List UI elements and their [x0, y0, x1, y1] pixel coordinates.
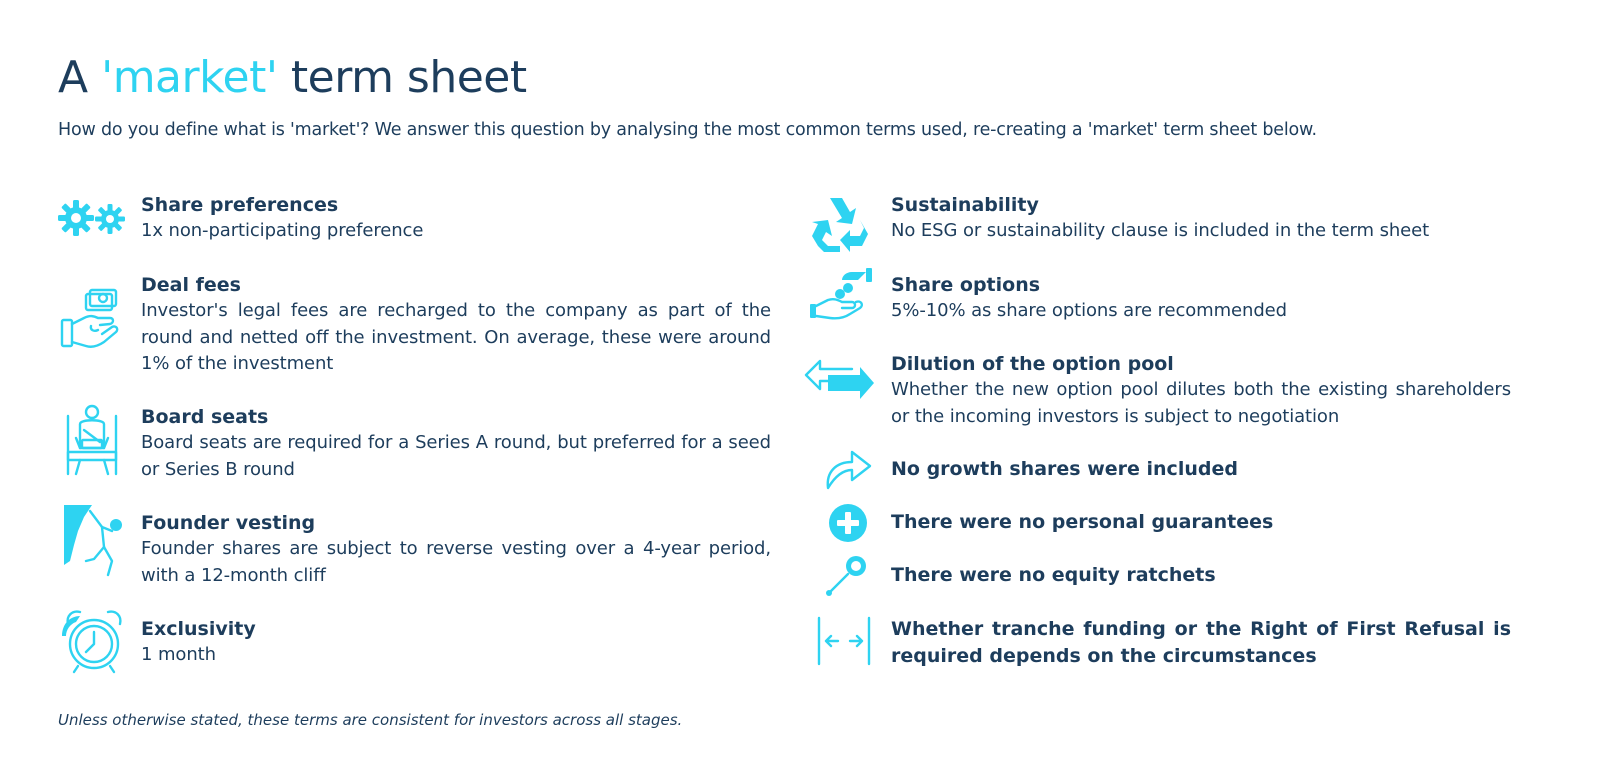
- board-seat-person-icon: [64, 404, 120, 478]
- magnifier-icon: [824, 554, 870, 598]
- alarm-clock-icon: [60, 606, 126, 676]
- title-prefix: A: [58, 52, 102, 103]
- term-title: Share preferences: [141, 194, 339, 216]
- term-description: 1x non-participating preference: [141, 220, 424, 241]
- term-title: Exclusivity: [141, 618, 256, 640]
- hand-with-money-icon: [60, 288, 122, 354]
- term-description: Board seats are required for a Series A round, but preferred for a seed or Series B round: [141, 432, 771, 480]
- curved-arrow-icon: [824, 446, 874, 492]
- page-subtitle: How do you define what is 'market'? We answer this question by analysing the most common terms used, re-creating a 'market' term sheet below.: [58, 120, 1317, 140]
- footnote: Unless otherwise stated, these terms are consistent for investors across all stages.: [58, 711, 683, 729]
- term-statement: There were no equity ratchets: [891, 564, 1216, 586]
- term-title: Deal fees: [141, 274, 241, 296]
- term-description: No ESG or sustainability clause is included in the term sheet: [891, 220, 1430, 241]
- recycle-icon: [810, 194, 872, 252]
- hands-exchanging-coins-icon: [808, 266, 874, 324]
- term-description: 1 month: [141, 644, 216, 665]
- gears-icon: [58, 198, 128, 240]
- term-statement: There were no personal guarantees: [891, 511, 1274, 533]
- term-title: Board seats: [141, 406, 269, 428]
- term-title: Share options: [891, 274, 1041, 296]
- title-accent: 'market': [101, 52, 278, 103]
- term-title: Founder vesting: [141, 512, 316, 534]
- plus-circle-icon: [828, 503, 868, 543]
- term-description: Founder shares are subject to reverse vesting over a 4-year period, with a 12-month cliff: [141, 538, 771, 586]
- term-title: Sustainability: [891, 194, 1039, 216]
- width-arrows-icon: [816, 616, 872, 666]
- term-title: Dilution of the option pool: [891, 353, 1174, 375]
- title-suffix: term sheet: [277, 52, 527, 103]
- climber-icon: [64, 505, 124, 577]
- page-title: [58, 52, 527, 103]
- term-description: 5%-10% as share options are recommended: [891, 300, 1287, 321]
- exchange-arrows-icon: [804, 353, 876, 405]
- term-description: Whether the new option pool dilutes both the existing shareholders or the incoming investors is subject to negotiation: [891, 379, 1511, 427]
- term-statement: Whether tranche funding or the Right of First Refusal is required depends on the circumstances: [891, 618, 1511, 667]
- term-statement: No growth shares were included: [891, 458, 1238, 480]
- term-description: Investor's legal fees are recharged to the company as part of the round and netted off the investment. On average, these were around 1% of the investment: [141, 300, 771, 374]
